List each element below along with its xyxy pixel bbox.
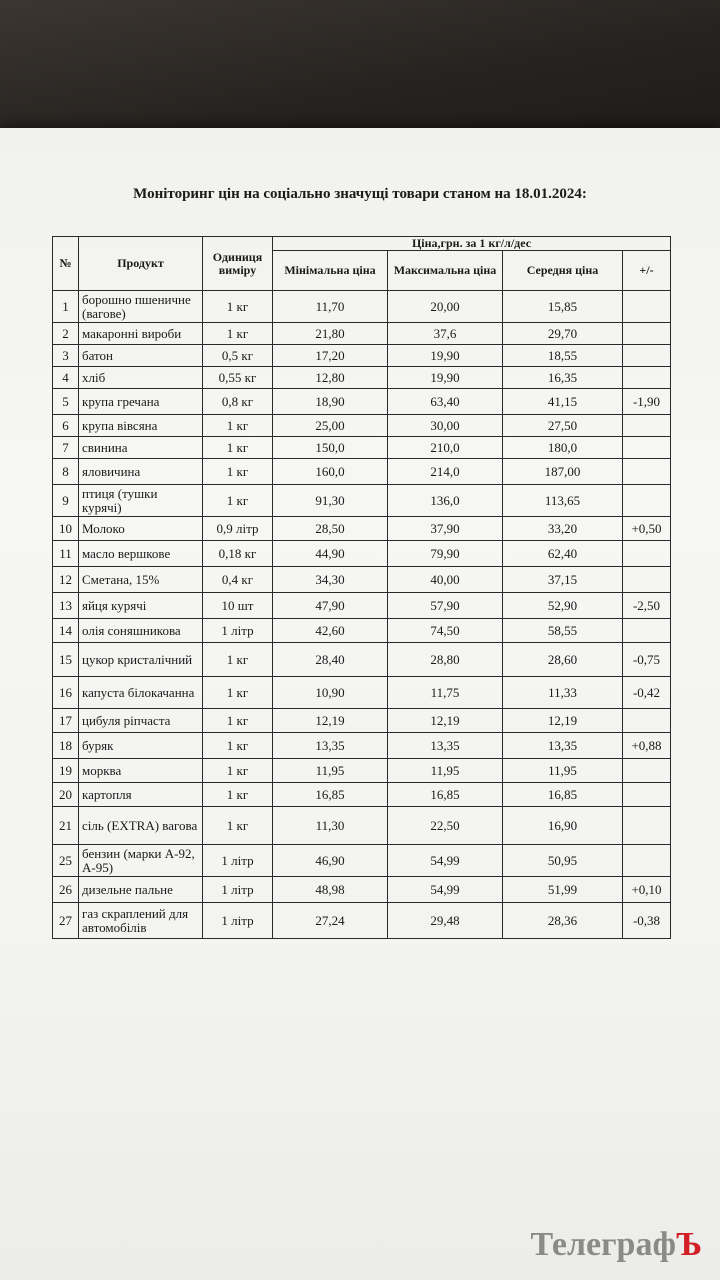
- cell-name: морква: [79, 759, 203, 783]
- cell-unit: 1 кг: [203, 485, 273, 517]
- cell-name: цибуля ріпчаста: [79, 709, 203, 733]
- cell-max: 54,99: [388, 845, 503, 877]
- cell-min: 12,80: [273, 367, 388, 389]
- cell-name: газ скраплений для автомобілів: [79, 903, 203, 939]
- cell-avg: 62,40: [503, 541, 623, 567]
- cell-avg: 187,00: [503, 459, 623, 485]
- cell-delta: [623, 459, 671, 485]
- cell-delta: [623, 367, 671, 389]
- header-max: Максимальна ціна: [388, 251, 503, 291]
- cell-avg: 12,19: [503, 709, 623, 733]
- cell-avg: 58,55: [503, 619, 623, 643]
- cell-name: масло вершкове: [79, 541, 203, 567]
- cell-num: 27: [53, 903, 79, 939]
- cell-max: 22,50: [388, 807, 503, 845]
- cell-num: 11: [53, 541, 79, 567]
- cell-unit: 1 кг: [203, 733, 273, 759]
- cell-num: 5: [53, 389, 79, 415]
- cell-delta: [623, 783, 671, 807]
- cell-unit: 0,4 кг: [203, 567, 273, 593]
- cell-name: сіль (EXTRA) вагова: [79, 807, 203, 845]
- cell-max: 57,90: [388, 593, 503, 619]
- cell-unit: 1 кг: [203, 709, 273, 733]
- cell-name: крупа гречана: [79, 389, 203, 415]
- cell-delta: [623, 323, 671, 345]
- table-row: [53, 541, 671, 567]
- table-row: [53, 291, 671, 323]
- cell-max: 79,90: [388, 541, 503, 567]
- cell-min: 16,85: [273, 783, 388, 807]
- cell-avg: 37,15: [503, 567, 623, 593]
- cell-min: 10,90: [273, 677, 388, 709]
- cell-name: борошно пшеничне (вагове): [79, 291, 203, 323]
- cell-delta: [623, 759, 671, 783]
- cell-delta: [623, 807, 671, 845]
- table-row: [53, 619, 671, 643]
- cell-num: 2: [53, 323, 79, 345]
- cell-unit: 1 літр: [203, 845, 273, 877]
- watermark-text: Телеграф: [530, 1226, 676, 1263]
- document-title: Моніторинг цін на соціально значущі товари станом на 18.01.2024:: [133, 186, 587, 202]
- table-row: [53, 759, 671, 783]
- table-row: [53, 903, 671, 939]
- cell-num: 10: [53, 517, 79, 541]
- cell-num: 21: [53, 807, 79, 845]
- cell-delta: +0,10: [623, 877, 671, 903]
- cell-name: Сметана, 15%: [79, 567, 203, 593]
- cell-min: 13,35: [273, 733, 388, 759]
- table-row: [53, 345, 671, 367]
- cell-delta: [623, 291, 671, 323]
- cell-avg: 27,50: [503, 415, 623, 437]
- cell-avg: 11,33: [503, 677, 623, 709]
- cell-min: 28,40: [273, 643, 388, 677]
- cell-max: 37,6: [388, 323, 503, 345]
- cell-min: 21,80: [273, 323, 388, 345]
- cell-unit: 1 літр: [203, 619, 273, 643]
- table-row: [53, 643, 671, 677]
- cell-unit: 1 кг: [203, 807, 273, 845]
- cell-min: 91,30: [273, 485, 388, 517]
- cell-delta: [623, 709, 671, 733]
- cell-min: 25,00: [273, 415, 388, 437]
- cell-avg: 16,35: [503, 367, 623, 389]
- cell-min: 11,70: [273, 291, 388, 323]
- table-row: [53, 807, 671, 845]
- header-unit: Одиниця виміру: [203, 237, 273, 291]
- cell-num: 16: [53, 677, 79, 709]
- cell-avg: 180,0: [503, 437, 623, 459]
- cell-num: 8: [53, 459, 79, 485]
- cell-max: 19,90: [388, 367, 503, 389]
- cell-avg: 51,99: [503, 877, 623, 903]
- cell-unit: 0,8 кг: [203, 389, 273, 415]
- cell-unit: 1 кг: [203, 415, 273, 437]
- cell-max: 54,99: [388, 877, 503, 903]
- cell-unit: 1 літр: [203, 903, 273, 939]
- desk-background: [0, 0, 720, 140]
- price-table-body: [53, 291, 671, 939]
- cell-avg: 13,35: [503, 733, 623, 759]
- cell-min: 48,98: [273, 877, 388, 903]
- table-row: [53, 567, 671, 593]
- table-row: [53, 877, 671, 903]
- header-num: №: [53, 237, 79, 291]
- cell-delta: -2,50: [623, 593, 671, 619]
- cell-max: 63,40: [388, 389, 503, 415]
- cell-name: хліб: [79, 367, 203, 389]
- cell-avg: 15,85: [503, 291, 623, 323]
- cell-min: 28,50: [273, 517, 388, 541]
- cell-name: крупа вівсяна: [79, 415, 203, 437]
- cell-max: 29,48: [388, 903, 503, 939]
- cell-min: 150,0: [273, 437, 388, 459]
- cell-delta: [623, 437, 671, 459]
- cell-name: батон: [79, 345, 203, 367]
- cell-unit: 1 кг: [203, 459, 273, 485]
- cell-avg: 52,90: [503, 593, 623, 619]
- cell-num: 20: [53, 783, 79, 807]
- cell-num: 6: [53, 415, 79, 437]
- table-row: [53, 733, 671, 759]
- cell-delta: -0,42: [623, 677, 671, 709]
- watermark-logo: [530, 1226, 702, 1266]
- cell-delta: [623, 619, 671, 643]
- cell-unit: 1 кг: [203, 783, 273, 807]
- cell-name: яйця курячі: [79, 593, 203, 619]
- cell-delta: -0,75: [623, 643, 671, 677]
- cell-delta: [623, 541, 671, 567]
- cell-max: 28,80: [388, 643, 503, 677]
- table-row: [53, 709, 671, 733]
- cell-unit: 1 кг: [203, 643, 273, 677]
- price-table: [52, 236, 671, 939]
- cell-name: цукор кристалічний: [79, 643, 203, 677]
- cell-min: 11,95: [273, 759, 388, 783]
- cell-unit: 10 шт: [203, 593, 273, 619]
- cell-max: 16,85: [388, 783, 503, 807]
- cell-max: 12,19: [388, 709, 503, 733]
- table-row: [53, 485, 671, 517]
- cell-min: 12,19: [273, 709, 388, 733]
- cell-min: 44,90: [273, 541, 388, 567]
- table-row: [53, 517, 671, 541]
- header-product: Продукт: [79, 237, 203, 291]
- table-row: [53, 389, 671, 415]
- cell-max: 13,35: [388, 733, 503, 759]
- cell-max: 136,0: [388, 485, 503, 517]
- cell-max: 19,90: [388, 345, 503, 367]
- cell-unit: 1 кг: [203, 291, 273, 323]
- cell-name: капуста білокачанна: [79, 677, 203, 709]
- cell-min: 47,90: [273, 593, 388, 619]
- cell-num: 9: [53, 485, 79, 517]
- cell-delta: -0,38: [623, 903, 671, 939]
- cell-num: 3: [53, 345, 79, 367]
- cell-min: 42,60: [273, 619, 388, 643]
- cell-unit: 0,55 кг: [203, 367, 273, 389]
- cell-max: 20,00: [388, 291, 503, 323]
- cell-unit: 1 кг: [203, 759, 273, 783]
- cell-delta: [623, 567, 671, 593]
- table-row: [53, 459, 671, 485]
- header-price-group: Ціна,грн. за 1 кг/л/дес: [273, 237, 671, 251]
- cell-delta: [623, 345, 671, 367]
- table-row: [53, 437, 671, 459]
- cell-avg: 28,36: [503, 903, 623, 939]
- cell-name: свинина: [79, 437, 203, 459]
- cell-min: 34,30: [273, 567, 388, 593]
- table-row: [53, 677, 671, 709]
- cell-min: 27,24: [273, 903, 388, 939]
- cell-avg: 16,90: [503, 807, 623, 845]
- cell-num: 1: [53, 291, 79, 323]
- cell-avg: 113,65: [503, 485, 623, 517]
- cell-num: 7: [53, 437, 79, 459]
- cell-delta: -1,90: [623, 389, 671, 415]
- cell-min: 11,30: [273, 807, 388, 845]
- cell-name: бензин (марки А-92, А-95): [79, 845, 203, 877]
- cell-unit: 1 кг: [203, 677, 273, 709]
- cell-min: 46,90: [273, 845, 388, 877]
- cell-unit: 0,5 кг: [203, 345, 273, 367]
- cell-name: птиця (тушки курячі): [79, 485, 203, 517]
- cell-delta: [623, 485, 671, 517]
- cell-unit: 1 кг: [203, 323, 273, 345]
- cell-name: буряк: [79, 733, 203, 759]
- cell-num: 25: [53, 845, 79, 877]
- cell-num: 19: [53, 759, 79, 783]
- cell-name: дизельне пальне: [79, 877, 203, 903]
- header-avg: Середня ціна: [503, 251, 623, 291]
- cell-name: макаронні вироби: [79, 323, 203, 345]
- cell-unit: 1 літр: [203, 877, 273, 903]
- cell-max: 214,0: [388, 459, 503, 485]
- cell-min: 17,20: [273, 345, 388, 367]
- header-delta: +/-: [623, 251, 671, 291]
- cell-num: 18: [53, 733, 79, 759]
- cell-num: 15: [53, 643, 79, 677]
- cell-min: 18,90: [273, 389, 388, 415]
- cell-name: Молоко: [79, 517, 203, 541]
- cell-delta: [623, 415, 671, 437]
- cell-max: 30,00: [388, 415, 503, 437]
- cell-num: 12: [53, 567, 79, 593]
- cell-unit: 1 кг: [203, 437, 273, 459]
- cell-avg: 29,70: [503, 323, 623, 345]
- cell-avg: 16,85: [503, 783, 623, 807]
- cell-delta: +0,50: [623, 517, 671, 541]
- cell-num: 13: [53, 593, 79, 619]
- cell-max: 40,00: [388, 567, 503, 593]
- table-row: [53, 593, 671, 619]
- cell-min: 160,0: [273, 459, 388, 485]
- cell-delta: [623, 845, 671, 877]
- cell-avg: 18,55: [503, 345, 623, 367]
- cell-max: 74,50: [388, 619, 503, 643]
- cell-avg: 11,95: [503, 759, 623, 783]
- table-row: [53, 415, 671, 437]
- cell-name: яловичина: [79, 459, 203, 485]
- cell-delta: +0,88: [623, 733, 671, 759]
- cell-unit: 0,9 літр: [203, 517, 273, 541]
- cell-unit: 0,18 кг: [203, 541, 273, 567]
- cell-num: 14: [53, 619, 79, 643]
- table-row: [53, 783, 671, 807]
- cell-max: 11,95: [388, 759, 503, 783]
- table-row: [53, 323, 671, 345]
- cell-num: 26: [53, 877, 79, 903]
- cell-avg: 41,15: [503, 389, 623, 415]
- cell-max: 210,0: [388, 437, 503, 459]
- cell-num: 17: [53, 709, 79, 733]
- cell-num: 4: [53, 367, 79, 389]
- cell-max: 11,75: [388, 677, 503, 709]
- cell-avg: 28,60: [503, 643, 623, 677]
- watermark-accent: Ъ: [675, 1226, 702, 1263]
- table-row: [53, 845, 671, 877]
- cell-max: 37,90: [388, 517, 503, 541]
- cell-avg: 33,20: [503, 517, 623, 541]
- table-row: [53, 367, 671, 389]
- cell-avg: 50,95: [503, 845, 623, 877]
- cell-name: олія соняшникова: [79, 619, 203, 643]
- cell-name: картопля: [79, 783, 203, 807]
- header-min: Мінімальна ціна: [273, 251, 388, 291]
